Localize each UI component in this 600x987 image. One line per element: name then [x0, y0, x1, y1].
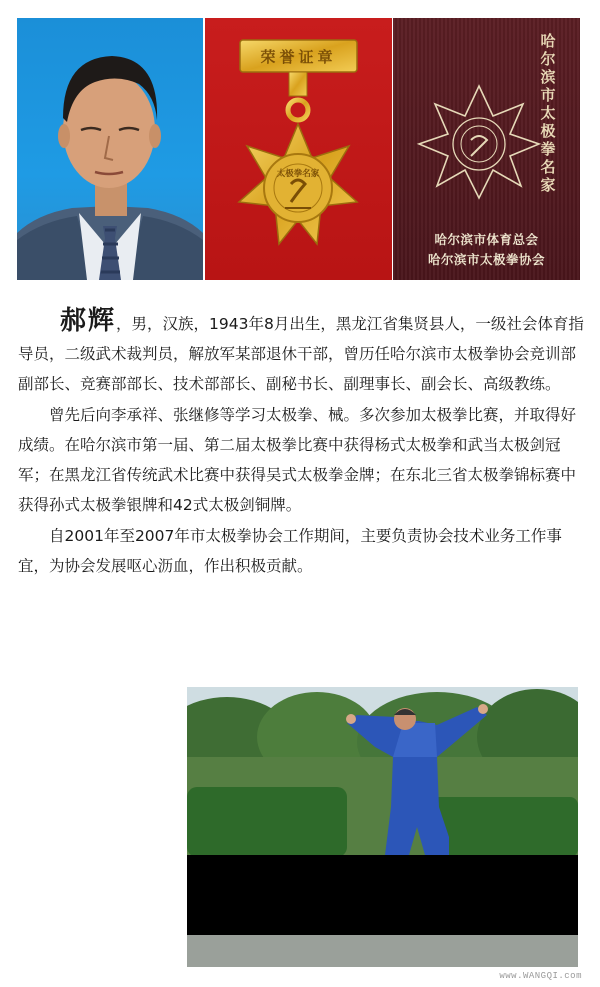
- person-name: 郝辉: [60, 306, 117, 336]
- bio-paragraph-3: 自2001年至2007年市太极拳协会工作期间，主要负责协会技术业务工作事宜，为协会发展呕心沥血，作出积极贡献。: [18, 527, 562, 575]
- medal-center-text: 太极拳名家: [276, 169, 320, 179]
- biography: [18, 306, 584, 581]
- certificate-title: 哈尔滨市太极拳名家: [540, 32, 556, 194]
- portrait-illustration: [17, 18, 203, 280]
- medal-illustration: [205, 18, 392, 280]
- bio-intro: ，男，汉族，1943年8月出生，黑龙江省集贤县人，一级社会体育指导员，二级武术裁判员，解放军某部退休干部，曾历任哈尔滨市太极拳协会竞训部副部长、竞赛部部长、技术部部长、副秘书长、副理事长、副会长、高级教练。: [18, 315, 584, 393]
- watermark: www.WANGQI.com: [499, 971, 582, 981]
- certificate-issuer-2: 哈尔滨市太极拳协会: [427, 252, 545, 267]
- medal-photo: [205, 18, 392, 280]
- bio-paragraph-1: [18, 306, 584, 399]
- certificate-cover: [393, 18, 580, 280]
- portrait-photo: [17, 18, 203, 280]
- certificate-issuer-1: 哈尔滨市体育总会: [434, 232, 539, 247]
- redaction-block: [187, 855, 578, 935]
- medal-ribbon-text: 荣誉证章: [260, 48, 337, 66]
- photo-strip: [17, 18, 580, 280]
- bio-paragraph-2: 曾先后向李承祥、张继修等学习太极拳、械。多次参加太极拳比赛，并取得好成绩。在哈尔滨市第一届、第二届太极拳比赛中获得杨式太极拳和武当太极剑冠军；在黑龙江省传统武术比赛中获得吴式太极拳金牌；在东北三省太极拳锦标赛中获得孙式太极拳银牌和42式太极剑铜牌。: [18, 406, 577, 514]
